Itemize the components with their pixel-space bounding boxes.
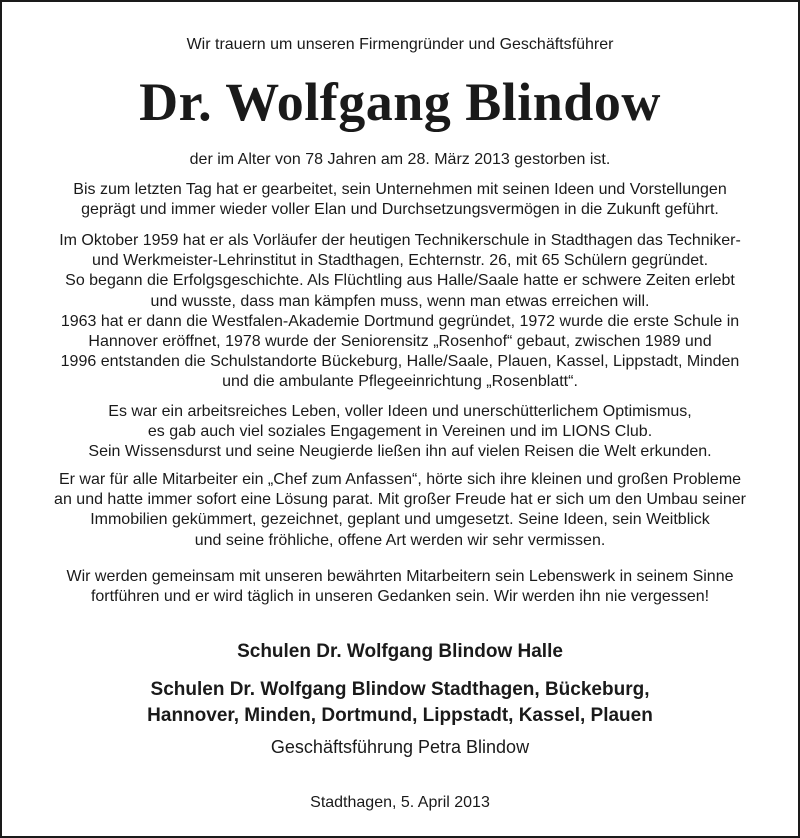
paragraph-line: und seine fröhliche, offene Art werden wir sehr vermissen. [194,531,606,549]
paragraph-line: Wir werden gemeinsam mit unseren bewährten Mitarbeitern sein Lebenswerk in seinem Sinne [66,568,734,585]
paragraph-line: Im Oktober 1959 hat er als Vorläufer der heutigen Technikerschule in Stadthagen das Techniker- [59,232,741,249]
paragraph-line: Sein Wissensdurst und seine Neugierde ließen ihn auf vielen Reisen die Welt erkunden. [88,443,712,461]
signature-line: Schulen Dr. Wolfgang Blindow Halle [237,641,563,662]
place-and-date: Stadthagen, 5. April 2013 [310,794,490,811]
paragraph-line: und wusste, dass man kämpfen muss, wenn man etwas erreichen will. [150,292,650,310]
paragraph-line: Immobilien gekümmert, gezeichnet, geplant und umgesetzt. Seine Ideen, sein Weitblick [90,511,710,529]
signature-schools-other-locations [12,677,788,729]
deceased-name: Dr. Wolfgang Blindow [139,72,661,132]
paragraph-history [12,231,788,393]
paragraph-line: es gab auch viel soziales Engagement in Vereinen und im LIONS Club. [147,423,653,441]
obituary-content [12,2,788,836]
paragraph-line: Hannover eröffnet, 1978 wurde der Seniorensitz „Rosenhof“ gebaut, zwischen 1989 und [88,333,712,351]
paragraph-character [12,470,788,551]
paragraph-legacy [12,567,788,607]
paragraph-line: und Werkmeister-Lehrinstitut in Stadthagen, Echternstr. 26, mit 65 Schülern gegründet. [91,252,709,270]
paragraph-line: an und hatte immer sofort eine Lösung parat. Mit großer Freude hat er sich um den Umbau seiner [54,491,746,509]
paragraph-line: Bis zum letzten Tag hat er gearbeitet, sein Unternehmen mit seinen Ideen und Vorstellungen [73,181,727,198]
paragraph-line: 1963 hat er dann die Westfalen-Akademie Dortmund gegründet, 1972 wurde die erste Schule in [60,312,740,330]
paragraph-line: fortführen und er wird täglich in unseren Gedanken sein. Wir werden ihn nie vergessen! [90,588,710,606]
paragraph-line: So begann die Erfolgsgeschichte. Als Flüchtling aus Halle/Saale hatte er schwere Zeiten erlebt [65,272,735,290]
signature-line: Schulen Dr. Wolfgang Blindow Stadthagen, Bückeburg, [150,679,650,700]
date-of-death-line: der im Alter von 78 Jahren am 28. März 2013 gestorben ist. [189,151,611,168]
paragraph-work [12,180,788,220]
paragraph-line: Er war für alle Mitarbeiter ein „Chef zum Anfassen“, hörte sich ihre kleinen und großen Probleme [58,471,742,488]
management-signature: Geschäftsführung Petra Blindow [270,737,530,757]
signature-schools-halle [12,639,788,665]
signature-line: Hannover, Minden, Dortmund, Lippstadt, Kassel, Plauen [147,705,653,726]
paragraph-life [12,402,788,463]
paragraph-line: Es war ein arbeitsreiches Leben, voller Ideen und unerschütterlichem Optimismus, [108,403,692,420]
intro-line: Wir trauern um unseren Firmengründer und Geschäftsführer [186,36,614,53]
paragraph-line: und die ambulante Pflegeeinrichtung „Rosenblatt“. [222,373,578,391]
paragraph-line: 1996 entstanden die Schulstandorte Bückeburg, Halle/Saale, Plauen, Kassel, Lippstadt, Minden [60,353,740,371]
paragraph-line: geprägt und immer wieder voller Elan und Durchsetzungsvermögen in die Zukunft geführt. [81,201,719,219]
